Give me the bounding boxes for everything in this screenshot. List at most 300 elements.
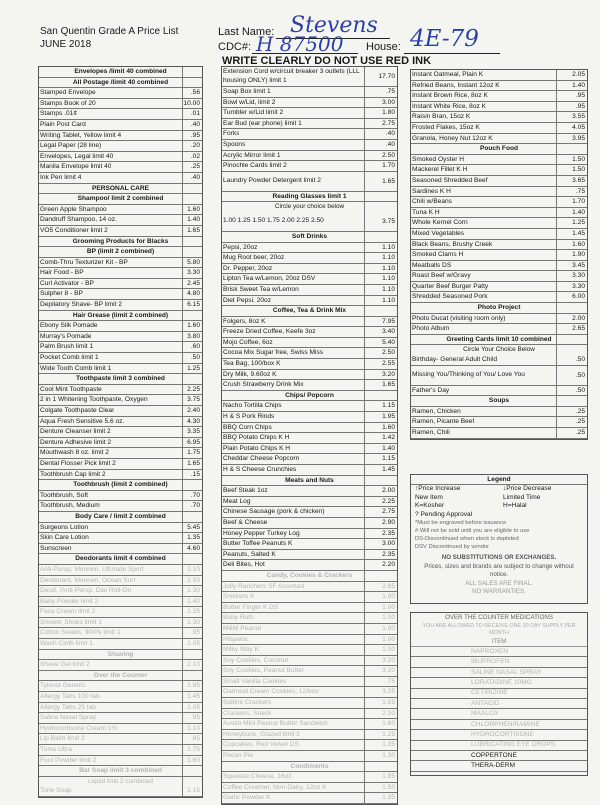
item-name: Colgate Toothpaste Clear	[40, 407, 115, 414]
item-price: .75	[385, 677, 395, 685]
cdc-field[interactable]: H 87500	[256, 32, 344, 56]
item-manila-envelope-limit-40[interactable]	[39, 162, 202, 173]
item-name: Beef Steak 1oz	[223, 487, 268, 495]
item-name: Smoked Clams H	[412, 251, 464, 259]
item-small-vanilla-cookies[interactable]	[222, 677, 397, 688]
item-name: Dental Flosser Pick limit 2	[40, 459, 116, 467]
otc-item-cetirizine[interactable]	[411, 689, 587, 699]
item-name: Milky Way K	[223, 646, 260, 654]
item-mojo-coffee-6oz[interactable]	[222, 338, 397, 349]
item-1-00-1-25-1-50-1-75-2-00-2-25-2-50[interactable]	[222, 212, 397, 232]
item-smoked-oyster-h[interactable]	[411, 155, 587, 166]
item-bowl-w-lid-limit-2[interactable]	[222, 98, 397, 109]
otc-item-loratadine-10mg[interactable]	[411, 678, 587, 688]
item-vo5-conditioner-limit-2[interactable]	[39, 226, 202, 237]
item-palm-brush-limit-1[interactable]	[39, 342, 202, 353]
item-diet-pepsi-20oz[interactable]	[222, 296, 397, 307]
item-price: 2.65	[572, 325, 585, 333]
item-price: 3.20	[382, 370, 395, 378]
item-freeze-dried-coffee-keefe-3oz[interactable]	[222, 327, 397, 338]
item-honey-pepper-turkey-log[interactable]	[222, 529, 397, 540]
item-mug-root-beer-20oz[interactable]	[222, 253, 397, 264]
section-hair-grease-limit-2-combined: Hair Grease (limit 2 combined)	[39, 311, 202, 322]
item-mackerel-fillet-k-h[interactable]	[411, 165, 587, 176]
item-nacho-tortilla-chips[interactable]	[222, 401, 397, 412]
item-price: 7.95	[382, 317, 395, 325]
item-shower-shoes-limit-1[interactable]	[39, 618, 202, 629]
item-toothbrush-medium[interactable]	[39, 501, 202, 512]
item-instant-oatmeal-plain-k[interactable]	[411, 70, 587, 81]
item-price: 1.40	[187, 597, 200, 605]
item-price: 1.25	[382, 730, 395, 738]
item-price: 4.80	[187, 290, 200, 298]
item-name: BBQ Corn Chips	[223, 423, 272, 431]
item-crackers-snack[interactable]	[222, 709, 397, 720]
item-deodorant-mennen-ocean-surf[interactable]	[39, 576, 202, 587]
item-lipton-tea-w-lemon-20oz-dsv[interactable]	[222, 274, 397, 285]
item-name: Ear Bud (ear phone) limit 1	[223, 119, 302, 127]
item-bbq-potato-chips-k-h[interactable]	[222, 433, 397, 444]
item-shredded-seasoned-pork[interactable]	[411, 292, 587, 303]
item-price: 1.10	[382, 264, 395, 272]
item-missing-you-thinking-of-you-love-you[interactable]	[411, 366, 587, 386]
item-cool-mint-toothpaste[interactable]	[39, 385, 202, 396]
item-oatmeal-cream-cookies-12-box[interactable]	[222, 687, 397, 698]
item-2-in-1-whitening-toothpaste-oxygen[interactable]	[39, 395, 202, 406]
item-murray-s-pomade[interactable]	[39, 332, 202, 343]
item-name: Meatballs DS	[412, 261, 452, 269]
item-peanuts-salted-k[interactable]	[222, 550, 397, 561]
item-name: Toothbrush, Soft	[40, 491, 89, 499]
item-tums-ultra[interactable]	[39, 745, 202, 756]
item-raisin-bran-15oz-k[interactable]	[411, 112, 587, 123]
item-spoons[interactable]	[222, 140, 397, 151]
item-name: Tylenol Generic	[40, 682, 86, 690]
item-name: Squeeze Cheese, 16oz	[223, 773, 292, 781]
item-coffee-creamer-non-dairy-12oz-k[interactable]	[222, 783, 397, 794]
item-price: 1.35	[187, 534, 200, 542]
item-h-s-pork-rinds[interactable]	[222, 412, 397, 423]
item-price: 1.25	[572, 219, 585, 227]
item-price: .15	[190, 470, 200, 478]
item-lip-balm-limit-2[interactable]	[39, 734, 202, 745]
item-name: Hair Food - BP	[40, 269, 84, 277]
item-photo-album[interactable]	[411, 324, 587, 335]
otc-box	[410, 612, 588, 776]
item-price: 5.45	[187, 523, 200, 531]
item-name: Cocoa Mix Sugar free, Swiss Miss	[223, 349, 324, 357]
otc-item-thera-derm[interactable]	[411, 761, 587, 771]
item-allergy-tabs-100-tab[interactable]	[39, 692, 202, 703]
item-birthday-general-adult-child[interactable]	[411, 355, 587, 366]
section-candy-cookies-crackers: Candy, Cookies & Crackers	[222, 571, 397, 582]
item-price: 2.55	[382, 360, 395, 368]
item-price: 1.10	[187, 724, 200, 732]
item-stamps-book-of-20[interactable]	[39, 99, 202, 110]
item-price: 1.00	[382, 614, 395, 622]
item-price: 1.30	[187, 587, 200, 595]
item-deod-anti-persp-dial-roll-on[interactable]	[39, 586, 202, 597]
otc-item-hydrocortisone[interactable]	[411, 730, 587, 740]
item-colgate-toothpaste-clear[interactable]	[39, 406, 202, 417]
item-dandruff-shampoo-14-oz[interactable]	[39, 215, 202, 226]
item-price: 1.50	[382, 783, 395, 791]
item-green-apple-shampoo[interactable]	[39, 205, 202, 216]
item-name: Sunscreen	[40, 544, 72, 552]
item-price: 4.05	[572, 123, 585, 131]
item-meat-log[interactable]	[222, 497, 397, 508]
item-name: Extension Cord w/circuit breaker 3 outlets (LLL housing ONLY) limit 1	[223, 68, 360, 84]
item-honeybuns-glazed-limit-2[interactable]	[222, 730, 397, 741]
policy-final-sales: ALL SALES ARE FINAL.	[465, 579, 533, 587]
item-price: 3.30	[187, 269, 200, 277]
item-cupcakes-red-velvet-ds[interactable]	[222, 740, 397, 751]
item-forks[interactable]	[222, 129, 397, 140]
item-tumbler-w-lid-limit-2[interactable]	[222, 108, 397, 119]
item-ebony-silk-pomade[interactable]	[39, 321, 202, 332]
item-depilatory-shave-bp-limit-2[interactable]	[39, 300, 202, 311]
item-name: Instant Oatmeal, Plain K	[412, 71, 484, 78]
item-quarter-beef-burger-patty[interactable]	[411, 282, 587, 293]
item-black-beans-brushy-creek[interactable]	[411, 240, 587, 251]
item-price: 1.42	[382, 434, 395, 442]
item-price: 1.95	[382, 773, 395, 781]
otc-item-chlorpheniramine[interactable]	[411, 720, 587, 730]
otc-item-ibuprofen[interactable]	[411, 657, 587, 667]
house-field[interactable]: 4E-79	[410, 26, 479, 52]
item-name: Depilatory Shave- BP limit 2	[40, 301, 122, 309]
item-plain-post-card[interactable]	[39, 120, 202, 131]
section-shampoo-limit-2-combined: Shampoo/ limit 2 combined	[39, 194, 202, 205]
item-butter-toffee-peanuts-k[interactable]	[222, 539, 397, 550]
item-price: .40	[385, 140, 395, 148]
item-price: 6.95	[187, 438, 200, 446]
item-stamps-01[interactable]	[39, 109, 202, 120]
item-price: 2.35	[382, 529, 395, 537]
item-name: Mackerel Fillet K H	[412, 166, 468, 174]
item-instant-white-rice-8oz-k[interactable]	[411, 102, 587, 113]
item-dry-milk-9-60oz-k[interactable]	[222, 370, 397, 381]
item-crush-strawberry-drink-mix[interactable]	[222, 380, 397, 391]
item-foot-powder-limit-2[interactable]	[39, 756, 202, 767]
item-h-s-cheese-crunchies[interactable]	[222, 465, 397, 476]
section-reading-glasses-limit-1: Reading Glasses limit 1	[222, 192, 397, 203]
item-pepsi-20oz[interactable]	[222, 243, 397, 254]
item-name: Baby Powder limit 2	[40, 597, 99, 605]
item-price: 6.00	[572, 293, 585, 301]
item-name: Dry Milk, 9.60oz K	[223, 370, 277, 378]
item-jolly-ranchers-sf-assorted[interactable]	[222, 582, 397, 593]
otc-item-saline-nasal-spray[interactable]	[411, 668, 587, 678]
item-name: M&M Peanut	[223, 624, 262, 632]
item-name: Wide Tooth Comb limit 1	[40, 364, 112, 372]
item-price: 1.45	[187, 693, 200, 701]
item-price: 1.70	[572, 198, 585, 206]
item-price: 1.90	[572, 251, 585, 259]
otc-item-antacid[interactable]	[411, 699, 587, 709]
item-name: Raisin Bran, 15oz K	[412, 113, 471, 121]
item-name: Seasoned Shredded Beef	[412, 176, 488, 184]
item-name: Crush Strawberry Drink Mix	[223, 381, 304, 389]
item-name: Legal Paper (28 line)	[40, 142, 102, 150]
item-hair-food-bp[interactable]	[39, 268, 202, 279]
item-name: Beef & Cheese	[223, 518, 268, 526]
otc-item-coppertone[interactable]	[411, 751, 587, 761]
item-price: 1.10	[382, 296, 395, 304]
item-austin-mini-peanut-butter-sandwich[interactable]	[222, 719, 397, 730]
item-name: Comb-Thru Texturizer Kit - BP	[40, 258, 128, 266]
section-circle-your-choice-below: Circle your choice below	[274, 203, 345, 211]
item-photo-ducat-visiting-room-only[interactable]	[411, 314, 587, 325]
item-beef-steak-1oz[interactable]	[222, 486, 397, 497]
item-denture-cleanser-limit-2[interactable]	[39, 427, 202, 438]
item-price: 1.00	[382, 603, 395, 611]
item-plain-potato-chips-k-h[interactable]	[222, 444, 397, 455]
item-price: 2.50	[382, 151, 395, 159]
item-wash-cloth-limit-1[interactable]	[39, 639, 202, 650]
item-seasoned-shredded-beef[interactable]	[411, 176, 587, 187]
item-face-cream-limit-2[interactable]	[39, 607, 202, 618]
item-price: 1.15	[187, 787, 200, 795]
policy-prices-change: Prices, sizes and brands are subject to change without notice.	[424, 562, 574, 578]
item-name: Hydrocortisone Cream 1%	[40, 724, 118, 732]
item-saltine-crackers[interactable]	[222, 698, 397, 709]
item-price: 1.00	[382, 646, 395, 654]
item-soy-cookies-coconut[interactable]	[222, 656, 397, 667]
item-brisk-sweet-tea-w-lemon[interactable]	[222, 285, 397, 296]
item-cocoa-mix-sugar-free-swiss-miss[interactable]	[222, 348, 397, 359]
item-frosted-flakes-15oz-k[interactable]	[411, 123, 587, 134]
item-whole-kernel-corn[interactable]	[411, 218, 587, 229]
item-legal-paper-28-line[interactable]	[39, 141, 202, 152]
item-allergy-tabs-25-tab[interactable]	[39, 703, 202, 714]
item-name: Cheddar Cheese Popcorn	[223, 455, 300, 463]
item-price: 2.90	[382, 518, 395, 526]
last-name-field[interactable]: Stevens	[290, 13, 378, 38]
otc-item-lubricating-eye-drops[interactable]	[411, 741, 587, 751]
item-sardines-k-h[interactable]	[411, 187, 587, 198]
item-chinese-sausage-pork-chicken[interactable]	[222, 507, 397, 518]
price-list-date: JUNE 2018	[40, 39, 92, 50]
legend-note-engraved: *Must be engraved before issuance	[415, 520, 507, 526]
item-acrylic-mirror-limit-1[interactable]	[222, 151, 397, 162]
item-anti-persp-mennen-ultimate-sport[interactable]	[39, 565, 202, 576]
item-name: Ramen, Picante Beef	[412, 418, 475, 426]
item-price: .40	[385, 130, 395, 138]
section-photo-project: Photo Project	[411, 303, 587, 314]
section-soups: Soups	[411, 396, 587, 407]
item-price: 10.00	[183, 99, 200, 107]
item-price: 5.80	[187, 258, 200, 266]
item-meatballs-ds[interactable]	[411, 261, 587, 272]
item-aqua-fresh-sensitive-5-6-oz[interactable]	[39, 417, 202, 428]
item-price: .25	[575, 407, 585, 415]
item-curl-activator-bp[interactable]	[39, 279, 202, 290]
item-name: Tums Ultra	[40, 746, 72, 753]
section-chips-popcorn: Chips/ Popcorn	[222, 391, 397, 402]
item-cheddar-cheese-popcorn[interactable]	[222, 454, 397, 465]
item-price: .50	[190, 354, 200, 362]
item-ramen-chili[interactable]	[411, 428, 587, 439]
item-skin-care-lotion[interactable]	[39, 533, 202, 544]
item-name: Father's Day	[412, 386, 450, 394]
item-milky-way-k[interactable]	[222, 645, 397, 656]
item-pocket-comb-limit-1[interactable]	[39, 353, 202, 364]
item-price: 1.40	[572, 81, 585, 89]
item-name: Deod. /Anti-Persp. Dial Roll-On	[40, 587, 132, 595]
item-hydrocortisone-cream-1[interactable]	[39, 724, 202, 735]
item-tone-soap[interactable]	[39, 786, 202, 797]
section-personal-care: PERSONAL CARE	[39, 184, 202, 195]
legend-price-decrease: ↓Price Decrease	[503, 485, 552, 492]
item-price: 2.50	[382, 349, 395, 357]
item-ear-bud-ear-phone-limit-1[interactable]	[222, 119, 397, 130]
item-price: 1.00	[382, 624, 395, 632]
item-price: 2.05	[572, 71, 585, 78]
item-name: Aqua Fresh Sensitive 5.6 oz.	[40, 417, 125, 425]
item-price: 3.30	[572, 272, 585, 280]
item-price: .02	[190, 152, 200, 160]
item-name: Jolly Ranchers SF Assorted	[223, 582, 304, 590]
item-price: 3.25	[382, 688, 395, 696]
item-name: Plain Post Card	[40, 120, 86, 128]
item-folgers-8oz-k[interactable]	[222, 317, 397, 328]
item-snickers-k[interactable]	[222, 592, 397, 603]
item-price: 1.65	[382, 381, 395, 389]
instruction-banner: WRITE CLEARLY DO NOT USE RED INK	[222, 55, 432, 67]
item-name: Envelopes, Legal limit 40	[40, 152, 114, 160]
item-cotton-swabs-90-pk-limit-1[interactable]	[39, 628, 202, 639]
item-bbq-corn-chips[interactable]	[222, 423, 397, 434]
item-hispanic[interactable]	[222, 635, 397, 646]
item-tylenol-generic[interactable]	[39, 681, 202, 692]
item-laundry-powder-detergent-limit-2[interactable]	[222, 172, 397, 192]
item-name: Chinese Sausage (pork & chicken)	[223, 508, 325, 516]
item-name: Ramen, Chicken	[412, 407, 461, 415]
otc-item-naproxen[interactable]	[411, 647, 587, 657]
item-soy-cookies-peanut-butter[interactable]	[222, 666, 397, 677]
item-toothbrush-soft[interactable]	[39, 491, 202, 502]
item-price: 1.10	[382, 243, 395, 251]
item-sulpher-8-bp[interactable]	[39, 289, 202, 300]
item-name: Mixed Vegetables	[412, 229, 465, 237]
legend-new-item: New Item	[415, 493, 443, 501]
item-toothbrush-cap-limit-2[interactable]	[39, 470, 202, 481]
item-name: Face Cream limit 2	[40, 608, 96, 616]
item-granola-honey-nut-12oz-k[interactable]	[411, 134, 587, 145]
house-label: House:	[366, 41, 401, 53]
item-name: Laundry Powder Detergent limit 2	[223, 177, 321, 184]
item-wide-tooth-comb-limit-1[interactable]	[39, 364, 202, 375]
item-ramen-picante-beef[interactable]	[411, 417, 587, 428]
item-m-m-peanut[interactable]	[222, 624, 397, 635]
item-comb-thru-texturizer-kit-bp[interactable]	[39, 258, 202, 269]
item-price: 4.30	[187, 417, 200, 425]
item-name: Shower Shoes limit 1	[40, 618, 102, 626]
item-saline-nasal-spray[interactable]	[39, 713, 202, 724]
item-name: Allergy Tabs 100 tab	[40, 693, 100, 701]
item-stamped-envelope[interactable]	[39, 88, 202, 99]
section-envelopes-limit-40-combined: Envelopes /limit 40 combined	[39, 67, 202, 78]
item-dental-flosser-pick-limit-2[interactable]	[39, 459, 202, 470]
otc-item-name: NAPROXEN	[471, 647, 509, 655]
item-soap-box-limit-1[interactable]	[222, 87, 397, 98]
legend-pending: ? Pending Approval	[415, 510, 473, 518]
legend-note-ds: DS-Discontinued when stock is depleted	[415, 536, 519, 542]
item-price: 3.55	[572, 113, 585, 121]
item-name: Honey Pepper Turkey Log	[223, 529, 300, 537]
item-extension-cord-w-circuit-breaker-3-outle[interactable]	[222, 67, 397, 87]
otc-note: YOU ARE ALLOWED TO RECEIVE ONE 30 DAY SUPPLY PER MONTH	[422, 623, 576, 636]
item-name: Skin Care Lotion	[40, 534, 89, 542]
item-surgeons-lotion[interactable]	[39, 523, 202, 534]
item-name: Honeybuns, Glazed limit 2	[223, 730, 300, 738]
legend-kosher: K=Kosher	[415, 502, 445, 509]
item-shave-gel-limit-2[interactable]	[39, 660, 202, 671]
item-sunscreen[interactable]	[39, 544, 202, 555]
item-name: Toothbrush Cap limit 2	[40, 470, 106, 478]
item-father-s-day[interactable]	[411, 386, 587, 397]
item-ramen-chicken[interactable]	[411, 407, 587, 418]
item-price: 1.65	[187, 226, 200, 234]
item-name: Ebony Silk Pomade	[40, 322, 98, 330]
item-garlic-powder-k[interactable]	[222, 793, 397, 804]
item-pecan-pie[interactable]	[222, 751, 397, 762]
item-name: 1.00 1.25 1.50 1.75 2.00 2.25 2.50	[223, 217, 324, 225]
item-denture-adhesive-limit-2[interactable]	[39, 438, 202, 449]
item-squeeze-cheese-16oz[interactable]	[222, 772, 397, 783]
item-dr-pepper-20oz[interactable]	[222, 264, 397, 275]
item-mouthwash-8-oz-limit-2[interactable]	[39, 448, 202, 459]
item-price: .56	[190, 89, 200, 97]
item-butter-finger-k-ds[interactable]	[222, 603, 397, 614]
item-price: 1.35	[382, 794, 395, 802]
item-baby-ruth[interactable]	[222, 613, 397, 624]
item-name: Writing Tablet, Yellow limit 4	[40, 131, 122, 139]
item-refried-beans-instant-12oz-k[interactable]	[411, 81, 587, 92]
item-beef-cheese[interactable]	[222, 518, 397, 529]
item-writing-tablet-yellow-limit-4[interactable]	[39, 131, 202, 142]
otc-item-maalox[interactable]	[411, 709, 587, 719]
item-tuna-k-h[interactable]	[411, 208, 587, 219]
item-roast-beef-w-gravy[interactable]	[411, 271, 587, 282]
item-ink-pen-limit-4[interactable]	[39, 173, 202, 184]
item-baby-powder-limit-2[interactable]	[39, 597, 202, 608]
item-deli-bites-hot[interactable]	[222, 560, 397, 571]
item-name: Ink Pen limit 4	[40, 173, 82, 181]
item-envelopes-legal-limit-40[interactable]	[39, 152, 202, 163]
item-price: 1.60	[187, 205, 200, 213]
item-pinochle-cards-limit-2[interactable]	[222, 161, 397, 172]
item-name: Frosted Flakes, 15oz K	[412, 123, 480, 131]
item-price: 3.40	[382, 328, 395, 336]
item-chili-w-beans[interactable]	[411, 197, 587, 208]
item-name: Allergy Tabs 25 tab	[40, 703, 96, 711]
item-tea-bag-100-box-k[interactable]	[222, 359, 397, 370]
item-smoked-clams-h[interactable]	[411, 250, 587, 261]
item-name: Ramen, Chili	[412, 429, 450, 436]
item-name: Palm Brush limit 1	[40, 343, 94, 351]
item-price: 2.75	[382, 119, 395, 127]
policy-no-substitutions: NO SUBSTITUTIONS OR EXCHANGES.	[441, 554, 557, 561]
item-price: 5.40	[382, 338, 395, 346]
item-mixed-vegetables[interactable]	[411, 229, 587, 240]
item-instant-brown-rice-8oz-k[interactable]	[411, 91, 587, 102]
item-price: 1.50	[572, 155, 585, 163]
column-personal-care	[38, 66, 203, 798]
item-price: .95	[190, 714, 200, 722]
item-price: .70	[190, 502, 200, 510]
